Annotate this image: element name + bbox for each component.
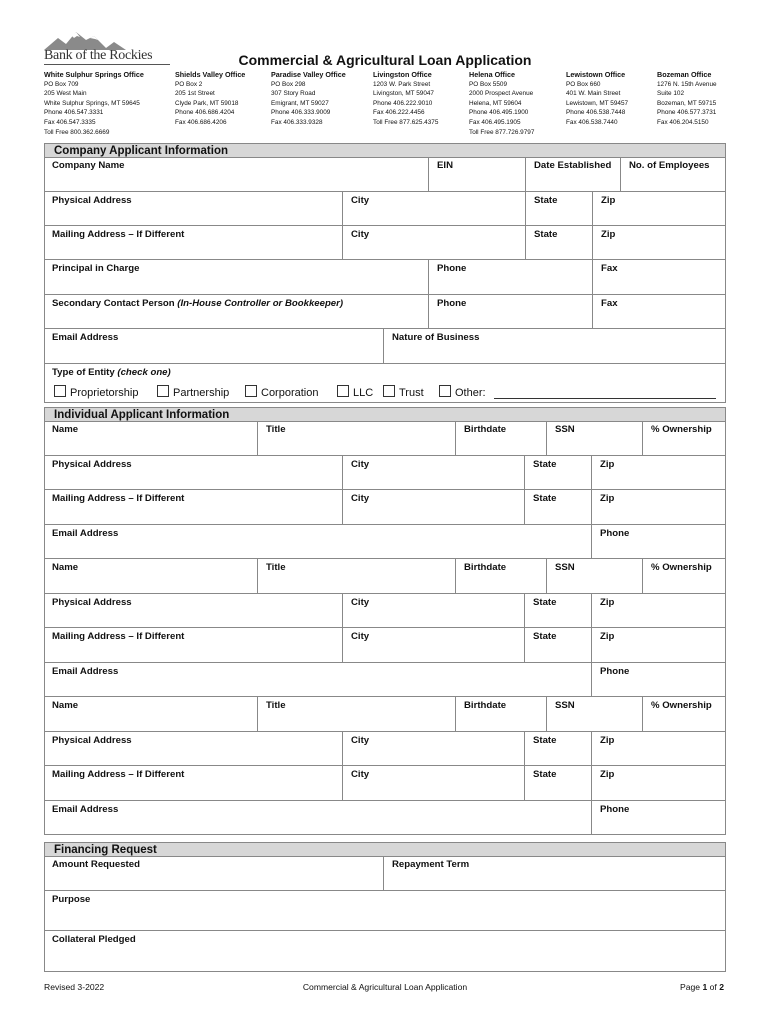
secondary-contact-field[interactable]: [44, 295, 429, 329]
secondary-contact-note: (In-House Controller or Bookkeeper): [177, 298, 344, 309]
office-line: Phone 406.333.9009: [271, 109, 331, 117]
office-name: Paradise Valley Office: [271, 70, 346, 79]
office-line: PO Box 298: [271, 80, 306, 88]
applicant3-birthdate-field[interactable]: Birthdate: [456, 697, 547, 732]
office-line: Fax 406.538.7440: [566, 118, 618, 126]
page-of: of: [709, 982, 717, 992]
applicant1-ssn-field[interactable]: SSN: [547, 421, 643, 456]
office-line: Fax 406.495.1905: [469, 118, 521, 126]
entity-type-text: Type of Entity: [52, 367, 115, 378]
applicant1-city-field[interactable]: City: [343, 456, 525, 490]
applicant1-title-field[interactable]: Title: [258, 421, 456, 456]
principal-field[interactable]: Principal in Charge: [44, 260, 429, 295]
company-section: [44, 143, 726, 403]
office-line: 205 West Main: [44, 90, 87, 98]
office-line: PO Box 2: [175, 80, 203, 88]
office-name: Livingston Office: [373, 70, 432, 79]
ein-field[interactable]: EIN: [429, 157, 526, 192]
applicant3-state-field[interactable]: State: [525, 732, 592, 766]
mailing-state-field[interactable]: State: [526, 226, 593, 260]
option-label: Corporation: [261, 387, 319, 399]
office-line: Phone 406.538.7448: [566, 109, 626, 117]
mailing-city-field[interactable]: City: [343, 226, 526, 260]
company-name-field[interactable]: Company Name: [44, 157, 429, 192]
applicant2-title-field[interactable]: Title: [258, 559, 456, 594]
applicant3-phone-field[interactable]: Phone: [600, 804, 630, 815]
office-line: Fax 406.222.4456: [373, 109, 425, 117]
applicant3-mailing-city-field[interactable]: City: [343, 766, 525, 801]
section-heading: Financing Request: [44, 842, 726, 857]
applicant2-mailing-city-field[interactable]: City: [343, 628, 525, 663]
applicant1-mailing-address-field[interactable]: Mailing Address – If Different: [44, 490, 343, 525]
office-bozeman: [657, 70, 717, 128]
office-line: Fax 406.547.3335: [44, 118, 96, 126]
office-line: White Sulphur Springs, MT 59645: [44, 99, 140, 107]
entity-type-note: (check one): [117, 367, 171, 378]
applicant2-name-field[interactable]: Name: [44, 559, 258, 594]
amount-requested-field[interactable]: Amount Requested: [44, 856, 384, 891]
office-line: Toll Free 800.362.6669: [44, 128, 110, 136]
checkbox-icon[interactable]: [245, 385, 257, 397]
email-field[interactable]: Email Address: [44, 329, 384, 364]
option-label: Proprietorship: [70, 387, 139, 399]
collateral-field[interactable]: Collateral Pledged: [52, 934, 136, 945]
individual-section: [44, 407, 726, 835]
option-label: Trust: [399, 387, 424, 399]
office-helena: [469, 70, 534, 137]
applicant3-title-field[interactable]: Title: [258, 697, 456, 732]
purpose-field[interactable]: Purpose: [44, 891, 726, 931]
office-line: PO Box 709: [44, 80, 79, 88]
mailing-zip-field[interactable]: Zip: [593, 226, 726, 260]
office-line: 2000 Prospect Avenue: [469, 90, 534, 98]
applicant3-physical-address-field[interactable]: Physical Address: [44, 732, 343, 766]
footer-title: Commercial & Agricultural Loan Application: [302, 982, 468, 992]
entity-option-other[interactable]: [439, 385, 486, 399]
checkbox-icon[interactable]: [337, 385, 349, 397]
office-paradise-valley: [271, 70, 346, 128]
applicant2-email-field[interactable]: Email Address: [44, 663, 592, 697]
page-total: 2: [719, 982, 724, 992]
applicant3-ownership-field[interactable]: % Ownership: [643, 697, 726, 732]
state-field[interactable]: State: [526, 192, 593, 226]
applicant3-city-field[interactable]: City: [343, 732, 525, 766]
zip-field[interactable]: Zip: [593, 192, 726, 226]
applicant2-ownership-field[interactable]: % Ownership: [643, 559, 726, 594]
applicant2-city-field[interactable]: City: [343, 594, 525, 628]
office-line: Bozeman, MT 59715: [657, 99, 717, 107]
office-line: PO Box 660: [566, 80, 601, 88]
entity-type-label: [52, 367, 171, 378]
office-line: Suite 102: [657, 90, 685, 98]
applicant1-name-field[interactable]: Name: [44, 421, 258, 456]
office-list: [0, 70, 770, 140]
secondary-phone-field[interactable]: Phone: [429, 295, 593, 329]
office-lewistown: [566, 70, 628, 128]
applicant2-zip-field[interactable]: Zip: [592, 594, 726, 628]
nature-of-business-field[interactable]: Nature of Business: [384, 329, 726, 364]
bank-logo-text: Bank of the Rockies: [44, 48, 153, 63]
applicant2-phone-field[interactable]: Phone: [592, 663, 726, 697]
office-line: Clyde Park, MT 59018: [175, 99, 239, 107]
office-line: Helena, MT 59604: [469, 99, 522, 107]
applicant3-mailing-state-field[interactable]: State: [525, 766, 592, 801]
repayment-term-field[interactable]: Repayment Term: [384, 856, 726, 891]
office-line: Livingston, MT 59047: [373, 90, 434, 98]
office-line: Toll Free 877.625.4375: [373, 118, 439, 126]
applicant1-mailing-state-field[interactable]: State: [525, 490, 592, 525]
office-line: Toll Free 877.726.9797: [469, 128, 535, 136]
checkbox-icon[interactable]: [157, 385, 169, 397]
applicant2-state-field[interactable]: State: [525, 594, 592, 628]
other-entity-line[interactable]: [494, 398, 716, 399]
applicant1-zip-field[interactable]: Zip: [592, 456, 726, 490]
office-line: Fax 406.204.5150: [657, 118, 709, 126]
applicant3-ssn-field[interactable]: SSN: [547, 697, 643, 732]
office-line: Emigrant, MT 59027: [271, 99, 329, 107]
checkbox-icon[interactable]: [383, 385, 395, 397]
office-line: Lewistown, MT 59457: [566, 99, 629, 107]
secondary-fax-field[interactable]: Fax: [593, 295, 726, 329]
entity-option-partnership[interactable]: [157, 385, 229, 399]
office-line: PO Box 5509: [469, 80, 508, 88]
page-prefix: Page: [680, 982, 701, 992]
applicant1-ownership-field[interactable]: % Ownership: [643, 421, 726, 456]
option-label: LLC: [353, 387, 374, 399]
revised-date: Revised 3-2022: [44, 982, 105, 992]
office-name: Shields Valley Office: [175, 70, 246, 79]
office-line: 205 1st Street: [175, 90, 215, 98]
applicant3-mailing-address-field[interactable]: Mailing Address – If Different: [44, 766, 343, 801]
office-line: 307 Story Road: [271, 90, 316, 98]
option-label: Partnership: [173, 387, 230, 399]
financing-section: [44, 842, 726, 972]
applicant3-email-field[interactable]: Email Address: [44, 801, 592, 835]
physical-address-field[interactable]: Physical Address: [44, 192, 343, 226]
office-line: 1203 W. Park Street: [373, 80, 431, 88]
city-field[interactable]: City: [343, 192, 526, 226]
option-label: Other:: [455, 387, 486, 399]
applicant3-mailing-zip-field[interactable]: Zip: [592, 766, 726, 801]
office-line: 1276 N. 15th Avenue: [657, 80, 717, 88]
entity-option-trust[interactable]: [383, 385, 424, 399]
office-line: Phone 406.577.3731: [657, 109, 717, 117]
applicant3-name-field[interactable]: Name: [44, 697, 258, 732]
page-current: 1: [702, 982, 708, 992]
entity-option-llc[interactable]: [337, 385, 373, 399]
applicant1-phone-field[interactable]: Phone: [592, 525, 726, 559]
office-name: Lewistown Office: [566, 70, 626, 79]
page-number: [680, 982, 724, 992]
section-heading: Individual Applicant Information: [44, 407, 726, 422]
applicant2-birthdate-field[interactable]: Birthdate: [456, 559, 547, 594]
checkbox-icon[interactable]: [439, 385, 451, 397]
entity-options: [54, 385, 724, 399]
applicant1-mailing-zip-field[interactable]: Zip: [592, 490, 726, 525]
applicant3-zip-field[interactable]: Zip: [592, 732, 726, 766]
applicant1-email-field[interactable]: Email Address: [44, 525, 592, 559]
office-line: Phone 406.547.3331: [44, 109, 104, 117]
applicant2-mailing-address-field[interactable]: Mailing Address – If Different: [44, 628, 343, 663]
office-livingston: [373, 70, 438, 128]
principal-phone-field[interactable]: Phone: [429, 260, 593, 295]
office-line: 401 W. Main Street: [566, 90, 621, 98]
section-heading: Company Applicant Information: [44, 143, 726, 158]
checkbox-icon[interactable]: [54, 385, 66, 397]
office-line: Phone 406.495.1900: [469, 109, 529, 117]
mailing-address-field[interactable]: Mailing Address – If Different: [44, 226, 343, 260]
applicant1-state-field[interactable]: State: [525, 456, 592, 490]
applicant2-ssn-field[interactable]: SSN: [547, 559, 643, 594]
office-name: Bozeman Office: [657, 70, 712, 79]
entity-option-corporation[interactable]: [245, 385, 318, 399]
office-line: Phone 406.686.4204: [175, 109, 235, 117]
principal-fax-field[interactable]: Fax: [593, 260, 726, 295]
applicant2-mailing-zip-field[interactable]: Zip: [592, 628, 726, 663]
applicant2-mailing-state-field[interactable]: State: [525, 628, 592, 663]
secondary-contact-label: Secondary Contact Person: [52, 298, 175, 309]
office-name: White Sulphur Springs Office: [44, 70, 144, 79]
applicant2-physical-address-field[interactable]: Physical Address: [44, 594, 343, 628]
applicant1-mailing-city-field[interactable]: City: [343, 490, 525, 525]
page-title: Commercial & Agricultural Loan Application: [238, 52, 532, 68]
applicant1-physical-address-field[interactable]: Physical Address: [44, 456, 343, 490]
office-line: Phone 406.222.9010: [373, 99, 433, 107]
office-white-sulphur: [44, 70, 144, 137]
applicant1-birthdate-field[interactable]: Birthdate: [456, 421, 547, 456]
office-name: Helena Office: [469, 70, 515, 79]
office-line: Fax 406.686.4206: [175, 118, 227, 126]
employees-field[interactable]: No. of Employees: [621, 157, 726, 192]
office-line: Fax 406.333.9328: [271, 118, 323, 126]
office-shields-valley: [175, 70, 245, 128]
entity-option-proprietorship[interactable]: [54, 385, 138, 399]
date-established-field[interactable]: Date Established: [526, 157, 621, 192]
